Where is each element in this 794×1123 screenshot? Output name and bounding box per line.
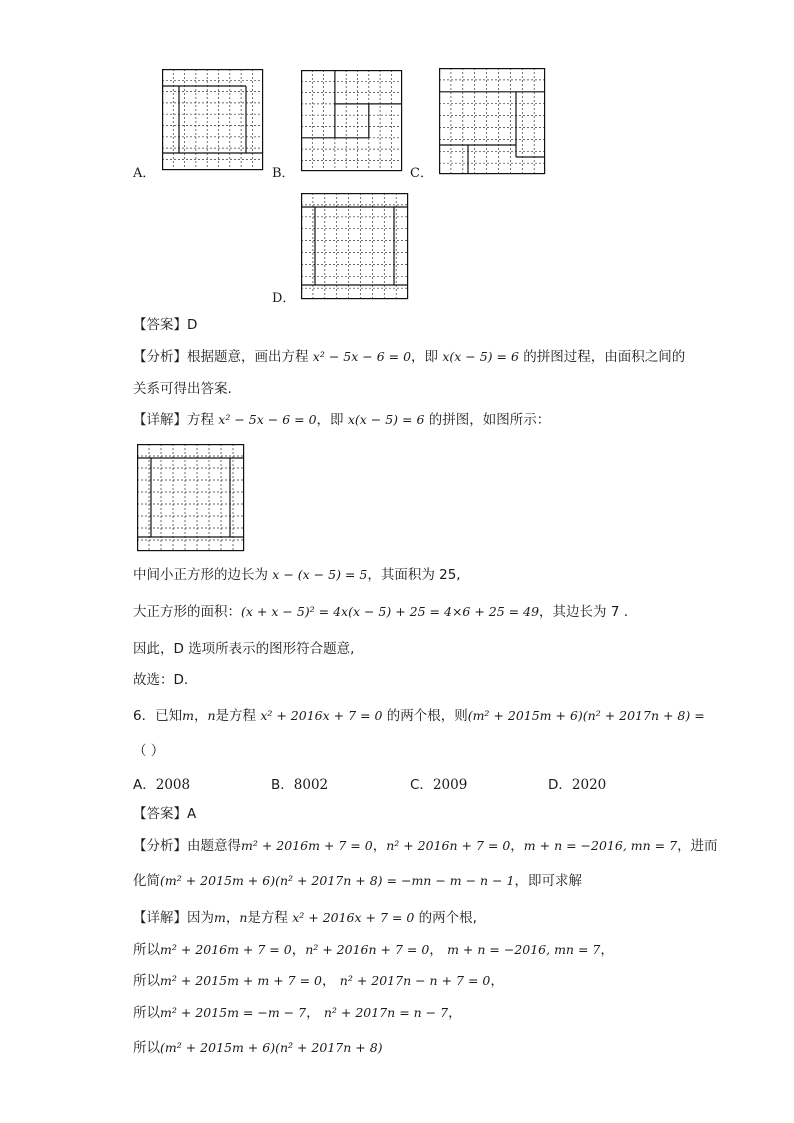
explain-line2: 大正方形的面积：(x + x − 5)² = 4x(x − 5) + 25 = 4×6 + 25 = 49，其边长为 7 . bbox=[133, 604, 629, 620]
detail-q6-intro: 【详解】因为m，n是方程 x² + 2016x + 7 = 0 的两个根, bbox=[133, 910, 477, 926]
detail-q6-line4: 所以(m² + 2015m + 6)(n² + 2017n + 8) bbox=[133, 1040, 383, 1056]
question6-stem: 6．已知m，n是方程 x² + 2016x + 7 = 0 的两个根，则(m² + 2015m + 6)(n² + 2017n + 8) = bbox=[133, 708, 705, 724]
option-a-figure bbox=[162, 69, 264, 171]
q6-option-d[interactable]: D．2020 bbox=[548, 777, 607, 793]
explain-line3: 因此，D 选项所表示的图形符合题意, bbox=[133, 641, 355, 657]
analysis-q6-line1: 【分析】由题意得m² + 2016m + 7 = 0，n² + 2016n + 7 = 0，m + n = −2016, mn = 7，进而 bbox=[133, 838, 718, 854]
option-d-figure bbox=[301, 193, 409, 300]
option-c-label: C． bbox=[410, 166, 433, 181]
option-b-figure bbox=[301, 70, 403, 172]
option-a-label: A． bbox=[133, 166, 156, 181]
detail-q6-line1: 所以m² + 2016m + 7 = 0，n² + 2016n + 7 = 0， m + n = −2016, mn = 7， bbox=[133, 942, 614, 958]
option-d-label: D． bbox=[272, 291, 296, 306]
explain-line4: 故选：D. bbox=[133, 672, 189, 688]
question6-paren: （ ） bbox=[133, 743, 165, 759]
answer-q6: 【答案】A bbox=[133, 806, 197, 822]
detail-q5: 【详解】方程 x² − 5x − 6 = 0，即 x(x − 5) = 6 的拼图，如图所示： bbox=[133, 412, 551, 428]
option-c-figure bbox=[439, 68, 546, 175]
analysis-q5-line2: 关系可得出答案. bbox=[133, 381, 232, 397]
explain-line1: 中间小正方形的边长为 x − (x − 5) = 5，其面积为 25, bbox=[133, 567, 461, 583]
analysis-q5-line1: 【分析】根据题意，画出方程 x² − 5x − 6 = 0，即 x(x − 5) = 6 的拼图过程，由面积之间的 bbox=[133, 349, 686, 365]
analysis-q6-line2: 化简(m² + 2015m + 6)(n² + 2017n + 8) = −mn − m − n − 1，即可求解 bbox=[133, 873, 582, 889]
detail-figure bbox=[137, 444, 245, 552]
answer-q5: 【答案】D bbox=[133, 317, 198, 333]
detail-q6-line3: 所以m² + 2015m = −m − 7， n² + 2017n = n − 7， bbox=[133, 1005, 462, 1021]
option-a-grid bbox=[162, 69, 263, 170]
q6-option-b[interactable]: B．8002 bbox=[271, 777, 329, 793]
q6-option-c[interactable]: C．2009 bbox=[410, 777, 468, 793]
q6-option-a[interactable]: A．2008 bbox=[133, 777, 191, 793]
option-b-label: B． bbox=[272, 166, 295, 181]
detail-q6-line2: 所以m² + 2015m + m + 7 = 0， n² + 2017n − n + 7 = 0， bbox=[133, 973, 504, 989]
